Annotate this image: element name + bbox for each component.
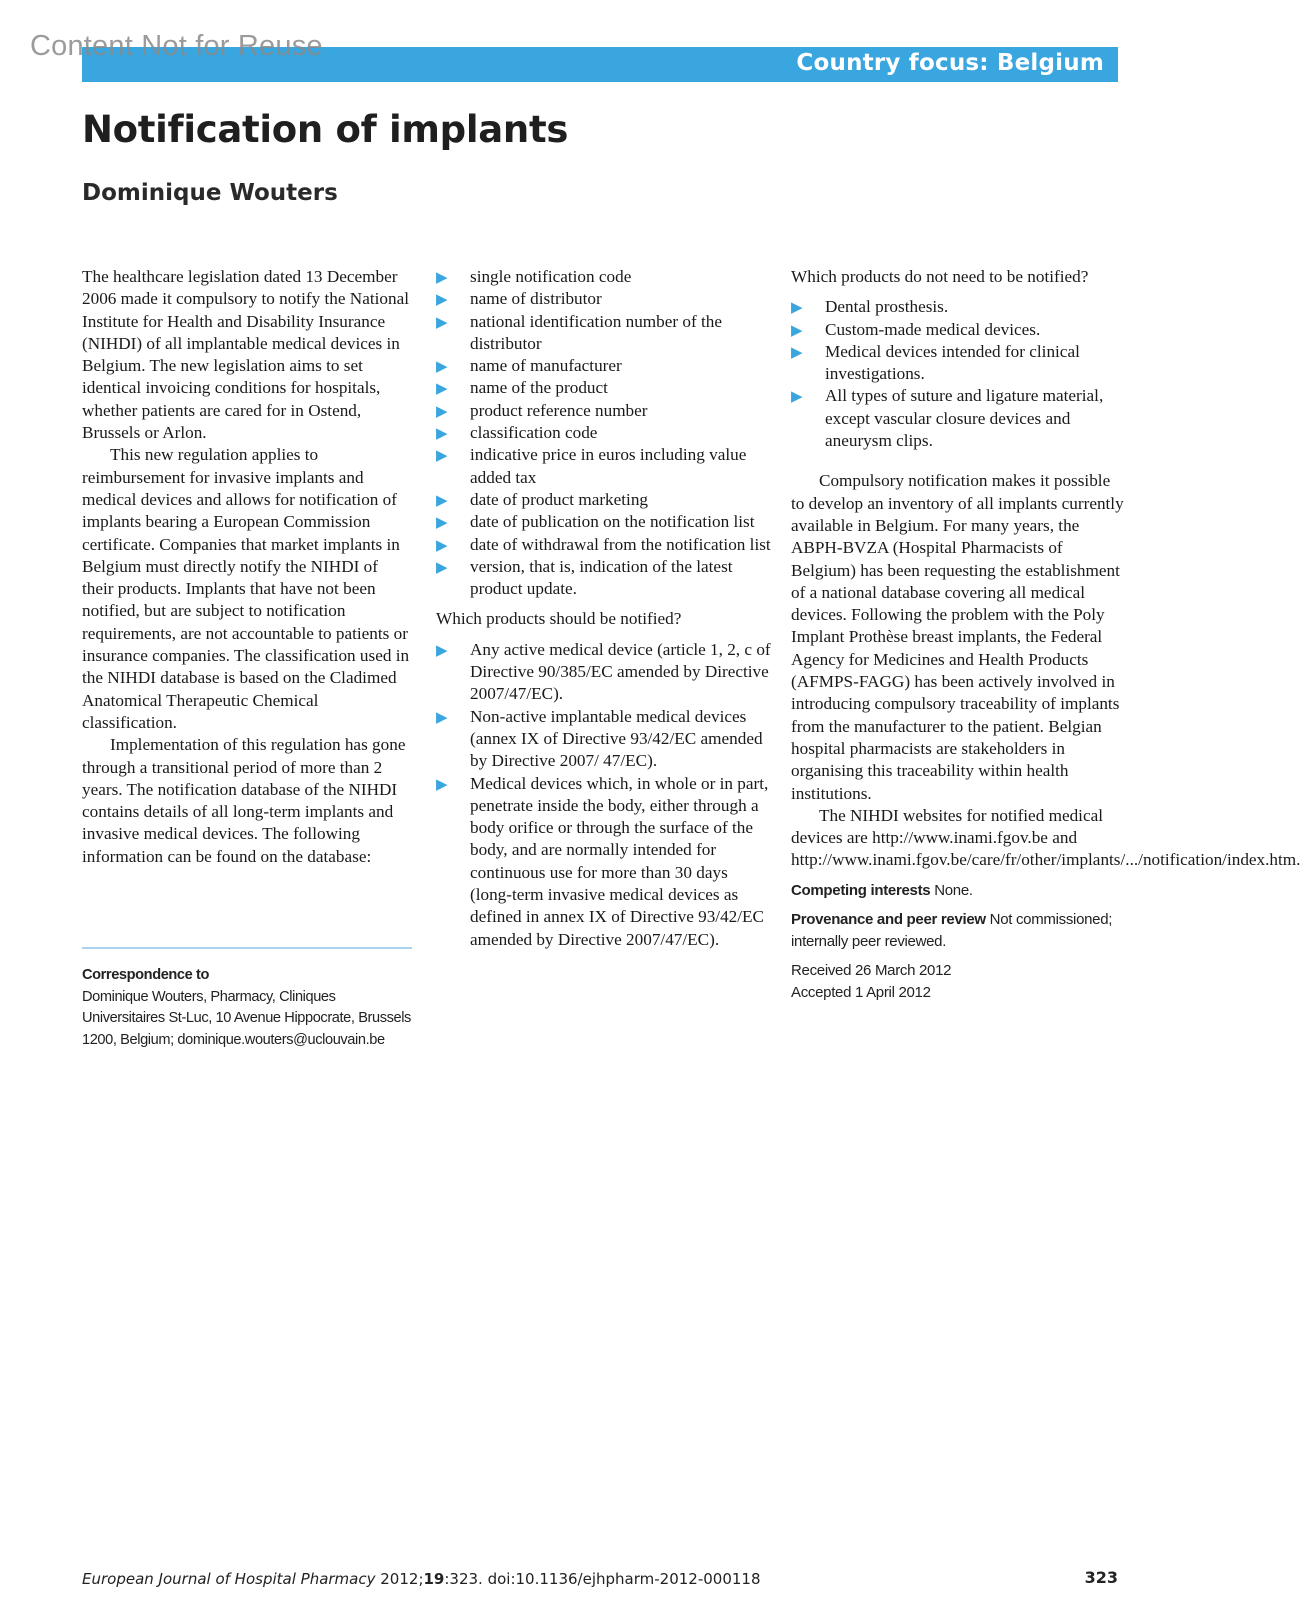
list-item: ▶ name of manufacturer bbox=[436, 355, 771, 377]
arrow-bullet-icon: ▶ bbox=[436, 401, 448, 420]
list-item: ▶ Non-active implantable medical devices (annex IX of Directive 93/42/EC amended by Directive 2007/ 47/EC). bbox=[436, 706, 763, 771]
arrow-bullet-icon: ▶ bbox=[436, 490, 448, 509]
arrow-bullet-icon: ▶ bbox=[436, 268, 448, 286]
database-info-list bbox=[436, 266, 771, 600]
provenance-label: Provenance and peer review bbox=[791, 911, 986, 929]
column-2 bbox=[436, 266, 771, 951]
arrow-bullet-icon: ▶ bbox=[436, 640, 448, 659]
arrow-bullet-icon: ▶ bbox=[436, 774, 448, 793]
section-label: Country focus: Belgium bbox=[796, 50, 1104, 76]
exempt-list bbox=[791, 296, 1126, 452]
column-3 bbox=[791, 266, 1300, 1003]
competing-interests bbox=[791, 880, 1126, 902]
accepted-date: Accepted 1 April 2012 bbox=[791, 983, 931, 1001]
list-item: ▶ Medical devices which, in whole or in part, penetrate inside the body, either through a body orifice or through the surface of the body, and are normally intended for continuous use for more than 30 days (long-term invasive medical devices as defined in annex IX of Directive 93/42/EC amended by Directive 2007/47/EC). bbox=[436, 773, 769, 949]
correspondence-divider bbox=[82, 947, 412, 949]
arrow-bullet-icon: ▶ bbox=[436, 379, 448, 398]
arrow-bullet-icon: ▶ bbox=[436, 290, 448, 309]
list-item: ▶ national identification number of the distributor bbox=[436, 311, 723, 353]
list-item: ▶ Custom-made medical devices. bbox=[791, 319, 1126, 341]
competing-interests-label: Competing interests bbox=[791, 881, 931, 899]
competing-interests-value: None. bbox=[934, 881, 973, 899]
list-item: ▶ name of the product bbox=[436, 377, 771, 399]
arrow-bullet-icon: ▶ bbox=[791, 298, 803, 317]
provenance-value: Not commissioned; internally peer reviewed. bbox=[791, 911, 1113, 950]
list-item: ▶ name of distributor bbox=[436, 288, 771, 310]
list-item: ▶ Dental prosthesis. bbox=[791, 296, 1126, 318]
list-item: ▶ date of publication on the notification list bbox=[436, 511, 771, 533]
correspondence-heading: Correspondence to bbox=[82, 967, 209, 983]
list-item: ▶ Medical devices intended for clinical investigations. bbox=[791, 341, 1080, 384]
list-item: ▶ classification code bbox=[436, 422, 771, 444]
list-item: ▶ single notification code bbox=[436, 266, 771, 288]
list-item: ▶ version, that is, indication of the latest product update. bbox=[436, 556, 733, 599]
page-number: 323 bbox=[1084, 1568, 1118, 1587]
arrow-bullet-icon: ▶ bbox=[791, 387, 803, 406]
citation-year: 2012; bbox=[375, 1570, 424, 1588]
arrow-bullet-icon: ▶ bbox=[791, 342, 803, 361]
footer-citation bbox=[82, 1570, 761, 1588]
citation-doi: :323. doi:10.1136/ejhpharm-2012-000118 bbox=[444, 1570, 761, 1588]
article-title: Notification of implants bbox=[82, 108, 569, 151]
arrow-bullet-icon: ▶ bbox=[436, 446, 448, 465]
arrow-bullet-icon: ▶ bbox=[436, 557, 448, 576]
received-date: Received 26 March 2012 bbox=[791, 962, 952, 980]
citation-volume: 19 bbox=[423, 1570, 445, 1588]
correspondence-block bbox=[82, 965, 417, 1051]
provenance bbox=[791, 909, 1126, 952]
list-item: ▶ date of withdrawal from the notification list bbox=[436, 534, 771, 556]
section-question: Which products should be notified? bbox=[436, 609, 682, 629]
list-item: ▶ date of product marketing bbox=[436, 489, 771, 511]
column-1 bbox=[82, 266, 412, 868]
list-item: ▶ product reference number bbox=[436, 400, 771, 422]
body-paragraph: This new regulation applies to reimbursement for invasive implants and medical devices and allows for notification of implants bearing a European Commission certificate. Companies that market implants in Belgium must directly notify the NIHDI of their products. Implants that have not been notified, but are subject to notification requirements, are not accountable to patients or insurance companies. The classification used in the NIHDI database is based on the Cladimed Anatomical Therapeutic Chemical classification. bbox=[82, 445, 410, 732]
journal-name: European Journal of Hospital Pharmacy bbox=[82, 1570, 376, 1588]
list-item: ▶ All types of suture and ligature material, except vascular closure devices and aneurysm clips. bbox=[791, 386, 1104, 451]
arrow-bullet-icon: ▶ bbox=[791, 320, 803, 339]
body-paragraph: Compulsory notification makes it possible to develop an inventory of all implants currently available in Belgium. For many years, the ABPH-BVZA (Hospital Pharmacists of Belgium) has been requesting the establishment of a national database covering all medical devices. Following the problem with the Poly Implant Prothèse breast implants, the Federal Agency for Medicines and Health Products (AFMPS-FAGG) has been actively involved in introducing compulsory traceability of implants from the manufacturer to the patient. Belgian hospital pharmacists are stakeholders in organising this traceability within health institutions. bbox=[791, 471, 1124, 803]
arrow-bullet-icon: ▶ bbox=[436, 535, 448, 554]
article-author: Dominique Wouters bbox=[82, 180, 338, 206]
list-item: ▶ Any active medical device (article 1, 2, c of Directive 90/385/EC amended by Directive 2007/47/EC). bbox=[436, 639, 771, 704]
correspondence-address: Dominique Wouters, Pharmacy, Cliniques Universitaires St-Luc, 10 Avenue Hippocrate, Brussels 1200, Belgium; dominique.wouters@uclouvain.be bbox=[82, 988, 411, 1048]
arrow-bullet-icon: ▶ bbox=[436, 312, 448, 331]
arrow-bullet-icon: ▶ bbox=[436, 424, 448, 443]
arrow-bullet-icon: ▶ bbox=[436, 707, 448, 726]
notify-list bbox=[436, 639, 771, 951]
list-item: ▶ indicative price in euros including value added tax bbox=[436, 445, 747, 487]
body-paragraph: The NIHDI websites for notified medical devices are http://www.inami.fgov.be and http://www.inami.fgov.be/care/fr/other/implants/.../notification/index.htm. bbox=[791, 805, 1300, 870]
watermark: Content Not for Reuse bbox=[30, 30, 323, 62]
arrow-bullet-icon: ▶ bbox=[436, 357, 448, 376]
body-paragraph: The healthcare legislation dated 13 December 2006 made it compulsory to notify the National Institute for Health and Disability Insurance (NIHDI) of all implantable medical devices in Belgium. The new legislation aims to set identical invoicing conditions for hospitals, whether patients are cared for in Ostend, Brussels or Arlon. bbox=[82, 267, 409, 443]
arrow-bullet-icon: ▶ bbox=[436, 513, 448, 532]
body-paragraph: Implementation of this regulation has gone through a transitional period of more than 2 years. The notification database of the NIHDI contains details of all long-term implants and invasive medical devices. The following information can be found on the database: bbox=[82, 735, 406, 866]
section-question: Which products do not need to be notified? bbox=[791, 267, 1089, 286]
